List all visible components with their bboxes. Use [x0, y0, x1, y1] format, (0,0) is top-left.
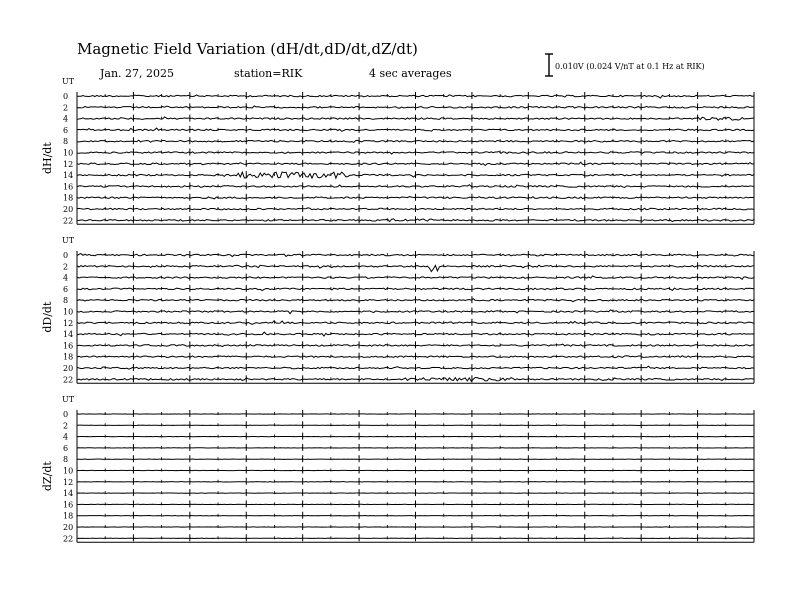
ut-label: UT	[62, 236, 75, 245]
row-label: 4	[63, 273, 69, 283]
panel-dH-dt	[41, 77, 754, 225]
row-label: 10	[63, 466, 74, 476]
panel-dZ-dt	[41, 395, 754, 543]
row-label: 10	[63, 148, 74, 158]
row-label: 16	[63, 341, 74, 351]
ut-label: UT	[62, 395, 75, 404]
panel-dD-dt	[41, 236, 754, 384]
station-label: station=RIK	[234, 67, 303, 80]
row-label: 20	[63, 364, 74, 373]
row-label: 12	[63, 159, 74, 169]
y-axis-label: dZ/dt	[41, 461, 54, 492]
ut-label: UT	[62, 77, 75, 86]
row-label: 20	[63, 205, 74, 214]
row-label: 0	[63, 251, 69, 260]
y-axis-label: dD/dt	[41, 301, 54, 333]
row-label: 18	[63, 511, 74, 521]
row-label: 2	[63, 421, 69, 431]
row-label: 18	[63, 352, 74, 362]
row-label: 0	[63, 410, 69, 419]
date-label: Jan. 27, 2025	[100, 67, 175, 80]
averaging-label: 4 sec averages	[369, 67, 452, 80]
row-label: 22	[63, 216, 74, 226]
row-label: 14	[63, 171, 74, 181]
row-label: 12	[63, 477, 74, 487]
y-axis-label: dH/dt	[41, 142, 54, 175]
row-label: 8	[63, 296, 69, 306]
row-label: 8	[63, 137, 69, 147]
row-label: 12	[63, 318, 74, 328]
row-label: 18	[63, 193, 74, 203]
row-label: 4	[63, 432, 69, 442]
scale-bar	[545, 54, 705, 76]
panels-group	[41, 77, 754, 543]
row-label: 16	[63, 182, 74, 192]
row-label: 6	[63, 125, 69, 135]
row-label: 14	[63, 330, 74, 340]
row-label: 14	[63, 489, 74, 499]
row-label: 0	[63, 92, 69, 101]
row-label: 6	[63, 443, 69, 453]
row-label: 8	[63, 455, 69, 465]
row-label: 20	[63, 523, 74, 532]
row-label: 4	[63, 114, 69, 124]
row-label: 2	[63, 103, 69, 113]
row-label: 2	[63, 262, 69, 272]
row-label: 10	[63, 307, 74, 317]
row-label: 6	[63, 284, 69, 294]
scale-bar-label: 0.010V (0.024 V/nT at 0.1 Hz at RIK)	[555, 62, 705, 71]
chart-title: Magnetic Field Variation (dH/dt,dD/dt,dZ/dt)	[77, 40, 418, 58]
row-label: 22	[63, 534, 74, 544]
row-label: 16	[63, 500, 74, 510]
row-label: 22	[63, 375, 74, 385]
